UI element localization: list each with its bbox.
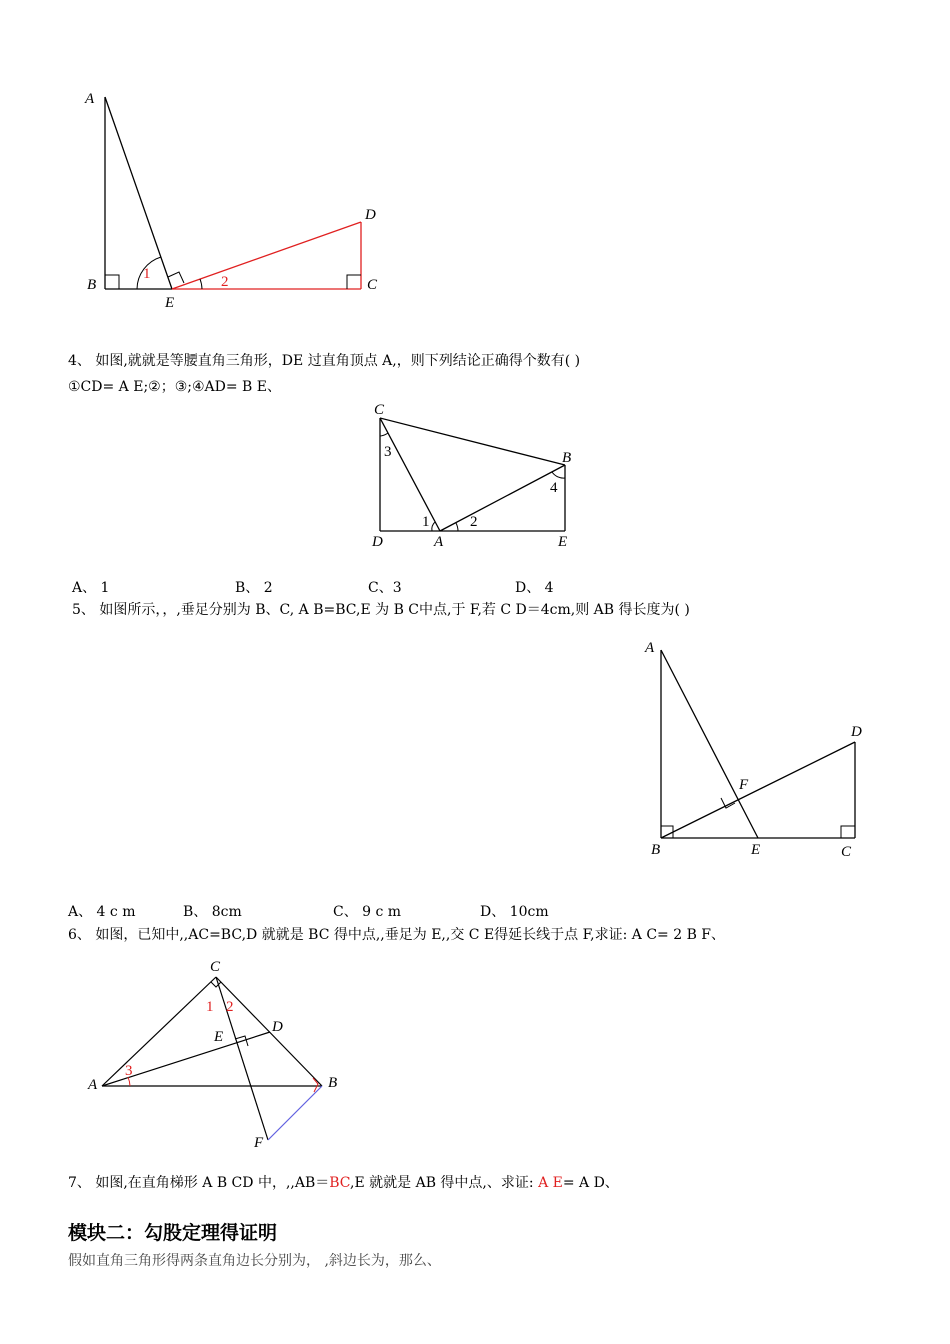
q5-option-c[interactable]: C、 9 c m xyxy=(333,904,402,920)
q7-prefix: 7、 如图,在直角梯形 A B CD 中，,,AB＝ xyxy=(68,1175,330,1191)
q5-option-a[interactable]: A、 4 c m xyxy=(68,904,136,920)
figure-1 xyxy=(75,85,405,320)
angle-4-label: 4 xyxy=(550,480,558,496)
label-d: D xyxy=(365,207,376,223)
angle-2-label: 2 xyxy=(221,274,229,290)
label-c: C xyxy=(841,844,852,860)
label-b: B xyxy=(328,1075,338,1091)
module-2-heading: 模块二：勾股定理得证明 xyxy=(68,1222,278,1244)
angle-1-label: 1 xyxy=(422,514,430,530)
label-e: E xyxy=(558,534,568,550)
q5-stem: 5、 如图所示，，,垂足分别为 B、C, A B=BC,E 为 B C中点,于 F,若 C D＝4cm,则 AB 得长度为( ) xyxy=(72,602,690,618)
label-e: E xyxy=(214,1029,224,1045)
angle-3-label: 3 xyxy=(125,1063,133,1079)
label-a: A xyxy=(85,91,95,107)
q4-option-b[interactable]: B、 2 xyxy=(235,580,273,596)
q7-suffix: = A D、 xyxy=(562,1175,619,1191)
figure-q4 xyxy=(360,398,590,550)
label-c: C xyxy=(210,959,221,975)
label-d: D xyxy=(272,1019,283,1035)
q4-stem: 4、 如图,就就是等腰直角三角形，DE 过直角顶点 A,，则下列结论正确得个数有( ) xyxy=(68,353,581,369)
q4-option-c[interactable]: C、3 xyxy=(368,580,402,596)
q7-highlight-bc: BC xyxy=(329,1175,351,1191)
label-a: A xyxy=(434,534,444,550)
label-e: E xyxy=(751,842,761,858)
angle-2-label: 2 xyxy=(470,514,478,530)
label-e: E xyxy=(165,295,175,311)
label-d: D xyxy=(851,724,862,740)
label-b: B xyxy=(562,450,572,466)
q5-option-b[interactable]: B、 8cm xyxy=(183,904,242,920)
q5-option-d[interactable]: D、 10cm xyxy=(480,904,549,920)
label-d: D xyxy=(372,534,383,550)
q7-stem xyxy=(68,1174,619,1192)
figure-q5 xyxy=(635,630,880,870)
label-c: C xyxy=(374,402,385,418)
q4-option-d[interactable]: D、 4 xyxy=(515,580,554,596)
angle-3-label: 3 xyxy=(384,444,392,460)
module-2-intro: 假如直角三角形得两条直角边长分别为， ,斜边长为，那么、 xyxy=(68,1253,441,1269)
q7-highlight-ae: A E xyxy=(538,1175,563,1191)
q4-statements: ①CD= A E;②；③;④AD= B E、 xyxy=(68,379,282,395)
q7-middle: ,E 就就是 AB 得中点,、求证: xyxy=(350,1175,539,1191)
q6-stem: 6、 如图，已知中,,AC=BC,D 就就是 BC 得中点,,垂足为 E,,交 C E得延长线于点 F,求证: A C= 2 B F、 xyxy=(68,927,726,943)
label-b: B xyxy=(651,842,661,858)
figure-q6 xyxy=(80,955,355,1155)
label-b: B xyxy=(87,277,97,293)
angle-2-label: 2 xyxy=(226,999,234,1015)
label-f: F xyxy=(739,777,749,793)
angle-1-label: 1 xyxy=(143,266,151,282)
label-f: F xyxy=(254,1135,264,1151)
angle-1-label: 1 xyxy=(206,999,214,1015)
label-a: A xyxy=(645,640,655,656)
label-c: C xyxy=(367,277,378,293)
q4-option-a[interactable]: A、 1 xyxy=(72,580,110,596)
label-a: A xyxy=(88,1077,98,1093)
